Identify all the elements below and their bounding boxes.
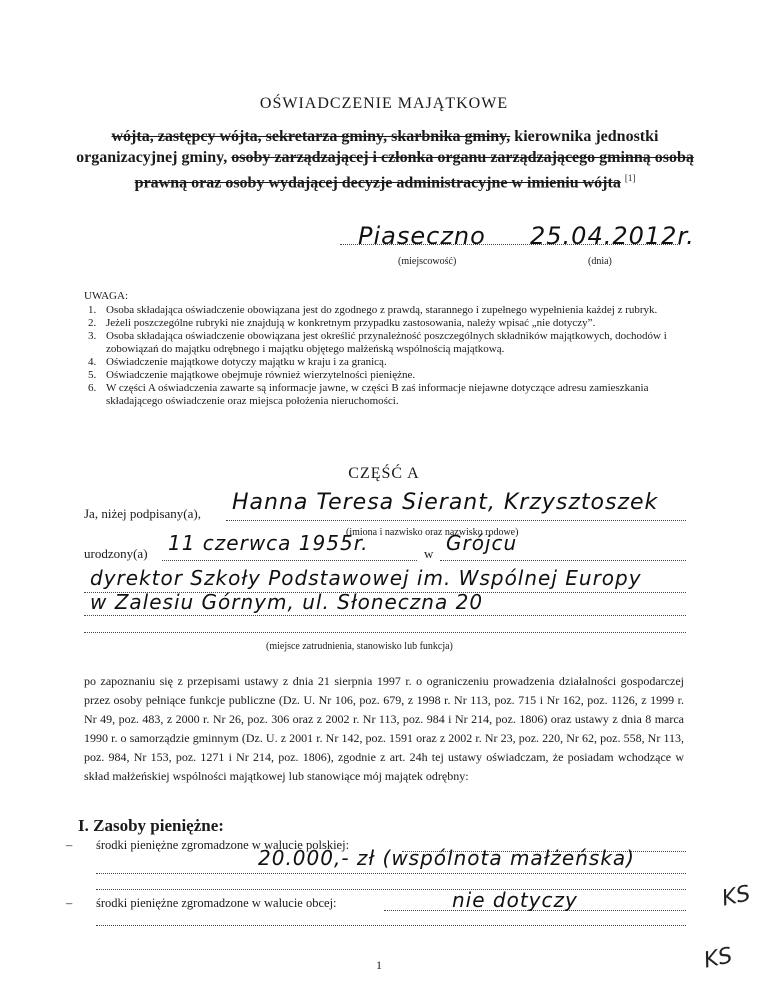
foreign-dotted-line-2 bbox=[96, 925, 686, 926]
dash-marker: – bbox=[66, 896, 73, 910]
pln-dotted-line-3 bbox=[96, 889, 686, 890]
job-caption: (miejsce zatrudnienia, stanowisko lub funkcja) bbox=[266, 641, 453, 652]
uwaga-note: 1. Osoba składająca oświadczenie obowiązana jest do zgodnego z prawdą, starannego i zupełnego wypełnienia każdej z rubryk. bbox=[88, 304, 658, 316]
pln-dotted-line-2 bbox=[96, 873, 686, 874]
place-caption: (miejscowość) bbox=[398, 256, 457, 267]
section-a-heading: CZĘŚĆ A bbox=[348, 465, 420, 482]
name-caption: (imiona i nazwisko oraz nazwisko rodowe) bbox=[346, 527, 519, 538]
uwaga-notes-list bbox=[84, 304, 694, 408]
struck-officials: wójta, zastępcy wójta, sekretarza gminy, skarbnika gminy, bbox=[111, 128, 511, 145]
uwaga-note: 4. Oświadczenie majątkowe dotyczy majątku w kraju i za granicą. bbox=[88, 356, 387, 368]
pln-value: 20.000,- zł (wspólnota małżeńska) bbox=[258, 846, 635, 870]
document-subtitle bbox=[70, 126, 700, 193]
born-place-value: Grójcu bbox=[446, 531, 518, 555]
dash-marker: – bbox=[66, 838, 73, 852]
date-value: 25.04.2012r. bbox=[530, 222, 695, 250]
born-place-dotted-line bbox=[440, 560, 686, 561]
page-number: 1 bbox=[376, 958, 382, 972]
job-line-1-value: dyrektor Szkoły Podstawowej im. Wspólnej Europy bbox=[90, 566, 642, 590]
margin-initials-lower: KS bbox=[701, 943, 735, 974]
legal-paragraph: po zapoznaniu się z przepisami ustawy z dnia 21 sierpnia 1997 r. o ograniczeniu prowadzenia działalności gospodarczej przez osoby pełniące funkcje publiczne (Dz. U. Nr 106, poz. 679, z 1998 r. Nr 113, poz. 715 i Nr 162, poz. 1126, z 1999 r. Nr 49, poz. 483, z 2000 r. Nr 26, poz. 306 oraz z 2002 r. Nr 113, poz. 984 i Nr 214, poz. 1806) oraz ustawy z dnia 8 marca 1990 r. o samorządzie gminnym (Dz. U. z 2001 r. Nr 142, poz. 1591 oraz z 2002 r. Nr 23, poz. 220, Nr 62, poz. 558, Nr 113, poz. 984, Nr 153, poz. 1271 i Nr 214, poz. 1806), zgodnie z art. 24h tej ustawy oświadczam, że posiadam wchodzące w skład małżeńskiej wspólności majątkowej lub stanowiące mój majątek odrębny: bbox=[84, 674, 684, 783]
document-title: OŚWIADCZENIE MAJĄTKOWE bbox=[259, 95, 509, 112]
foreign-value: nie dotyczy bbox=[452, 888, 578, 912]
born-label: urodzony(a) bbox=[84, 546, 148, 561]
subtitle-role: kierownika jednostki organizacyjnej gminy, bbox=[76, 128, 659, 166]
name-value: Hanna Teresa Sierant, Krzysztoszek bbox=[232, 490, 659, 515]
uwaga-heading: UWAGA: bbox=[84, 290, 128, 302]
uwaga-note: 6. W części A oświadczenia zawarte są informacje jawne, w części B zaś informacje niejawne dotyczące adresu zamieszkania składającego oświadczenie oraz miejsca położenia nieruchomości. bbox=[88, 382, 649, 407]
zasoby-heading: I. Zasoby pieniężne: bbox=[78, 816, 224, 835]
job-dotted-line-3 bbox=[84, 632, 686, 633]
born-date-value: 11 czerwca 1955r. bbox=[168, 531, 369, 555]
foreign-label: środki pieniężne zgromadzone w walucie obcej: bbox=[96, 896, 337, 910]
footnote-marker: [1] bbox=[624, 173, 636, 183]
name-dotted-line bbox=[226, 520, 686, 521]
job-line-2-value: w Zalesiu Górnym, ul. Słoneczna 20 bbox=[90, 590, 484, 614]
date-caption: (dnia) bbox=[588, 256, 612, 267]
struck-managers: osoby zarządzającej i członka organu zarządzającego gminną osobą prawną oraz osoby wydającej decyzje administracyjne w imieniu wójta bbox=[134, 149, 694, 192]
place-value: Piaseczno bbox=[358, 222, 486, 250]
in-label: w bbox=[424, 546, 434, 561]
signed-label: Ja, niżej podpisany(a), bbox=[84, 506, 201, 521]
uwaga-note: 5. Oświadczenie majątkowe obejmuje również wierzytelności pieniężne. bbox=[88, 369, 416, 381]
margin-initials-upper: KS bbox=[719, 881, 753, 912]
born-date-dotted-line bbox=[162, 560, 417, 561]
job-dotted-line-2 bbox=[84, 615, 686, 616]
uwaga-note: 2. Jeżeli poszczególne rubryki nie znajdują w konkretnym przypadku zastosowania, należy wpisać „nie dotyczy”. bbox=[88, 317, 596, 329]
uwaga-note: 3. Osoba składająca oświadczenie obowiązana jest określić przynależność poszczególnych składników majątkowych, dochodów i zobowiązań do majątku odrębnego i majątku objętego małżeńską wspólnością majątkową. bbox=[88, 330, 667, 355]
pln-label: środki pieniężne zgromadzone w walucie polskiej: bbox=[96, 838, 350, 852]
place-date-line bbox=[340, 222, 695, 252]
